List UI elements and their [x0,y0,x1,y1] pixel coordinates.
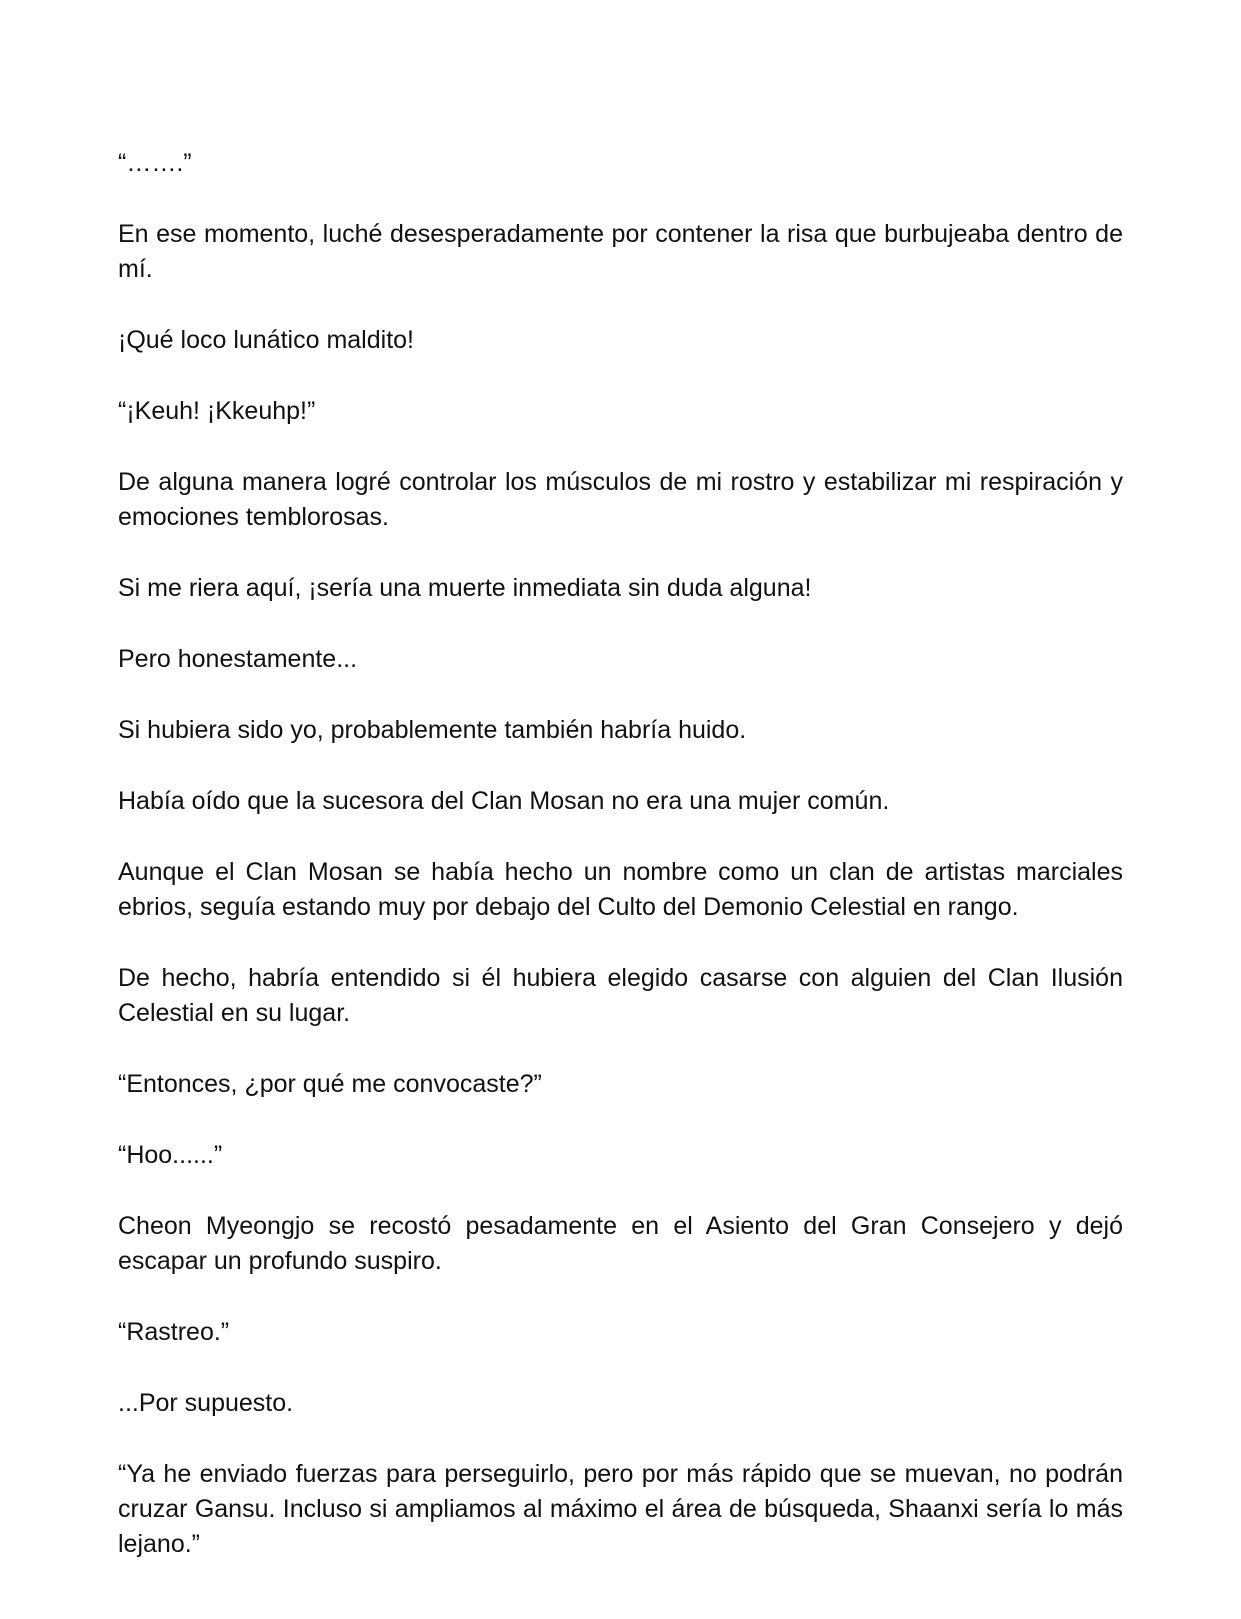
paragraph-16: ...Por supuesto. [118,1389,294,1417]
paragraph-8: Si hubiera sido yo, probablemente también habría huido. [118,716,747,744]
paragraph-5: De alguna manera logré controlar los músculos de mi rostro y estabilizar mi respiración y emociones temblorosas. [118,468,1123,531]
paragraph-3: ¡Qué loco lunático maldito! [118,326,414,354]
document-page [118,146,1123,1598]
paragraph-17: “Ya he enviado fuerzas para perseguirlo, pero por más rápido que se muevan, no podrán cruzar Gansu. Incluso si ampliamos al máximo el área de búsqueda, Shaanxi sería lo más lejano.” [118,1460,1123,1558]
paragraph-14: Cheon Myeongjo se recostó pesadamente en el Asiento del Gran Consejero y dejó escapar un profundo suspiro. [118,1212,1123,1275]
paragraph-2: En ese momento, luché desesperadamente por contener la risa que burbujeaba dentro de mí. [118,220,1123,283]
paragraph-4: “¡Keuh! ¡Kkeuhp!” [118,397,316,425]
paragraph-9: Había oído que la sucesora del Clan Mosan no era una mujer común. [118,787,890,815]
paragraph-7: Pero honestamente... [118,645,358,673]
paragraph-10: Aunque el Clan Mosan se había hecho un nombre como un clan de artistas marciales ebrios, seguía estando muy por debajo del Culto del Demonio Celestial en rango. [118,858,1123,921]
paragraph-13: “Hoo......” [118,1141,223,1169]
paragraph-6: Si me riera aquí, ¡sería una muerte inmediata sin duda alguna! [118,574,812,602]
paragraph-1: “…….” [118,149,192,177]
paragraph-12: “Entonces, ¿por qué me convocaste?” [118,1070,542,1098]
paragraph-15: “Rastreo.” [118,1318,230,1346]
paragraph-11: De hecho, habría entendido si él hubiera elegido casarse con alguien del Clan Ilusión Celestial en su lugar. [118,964,1123,1027]
